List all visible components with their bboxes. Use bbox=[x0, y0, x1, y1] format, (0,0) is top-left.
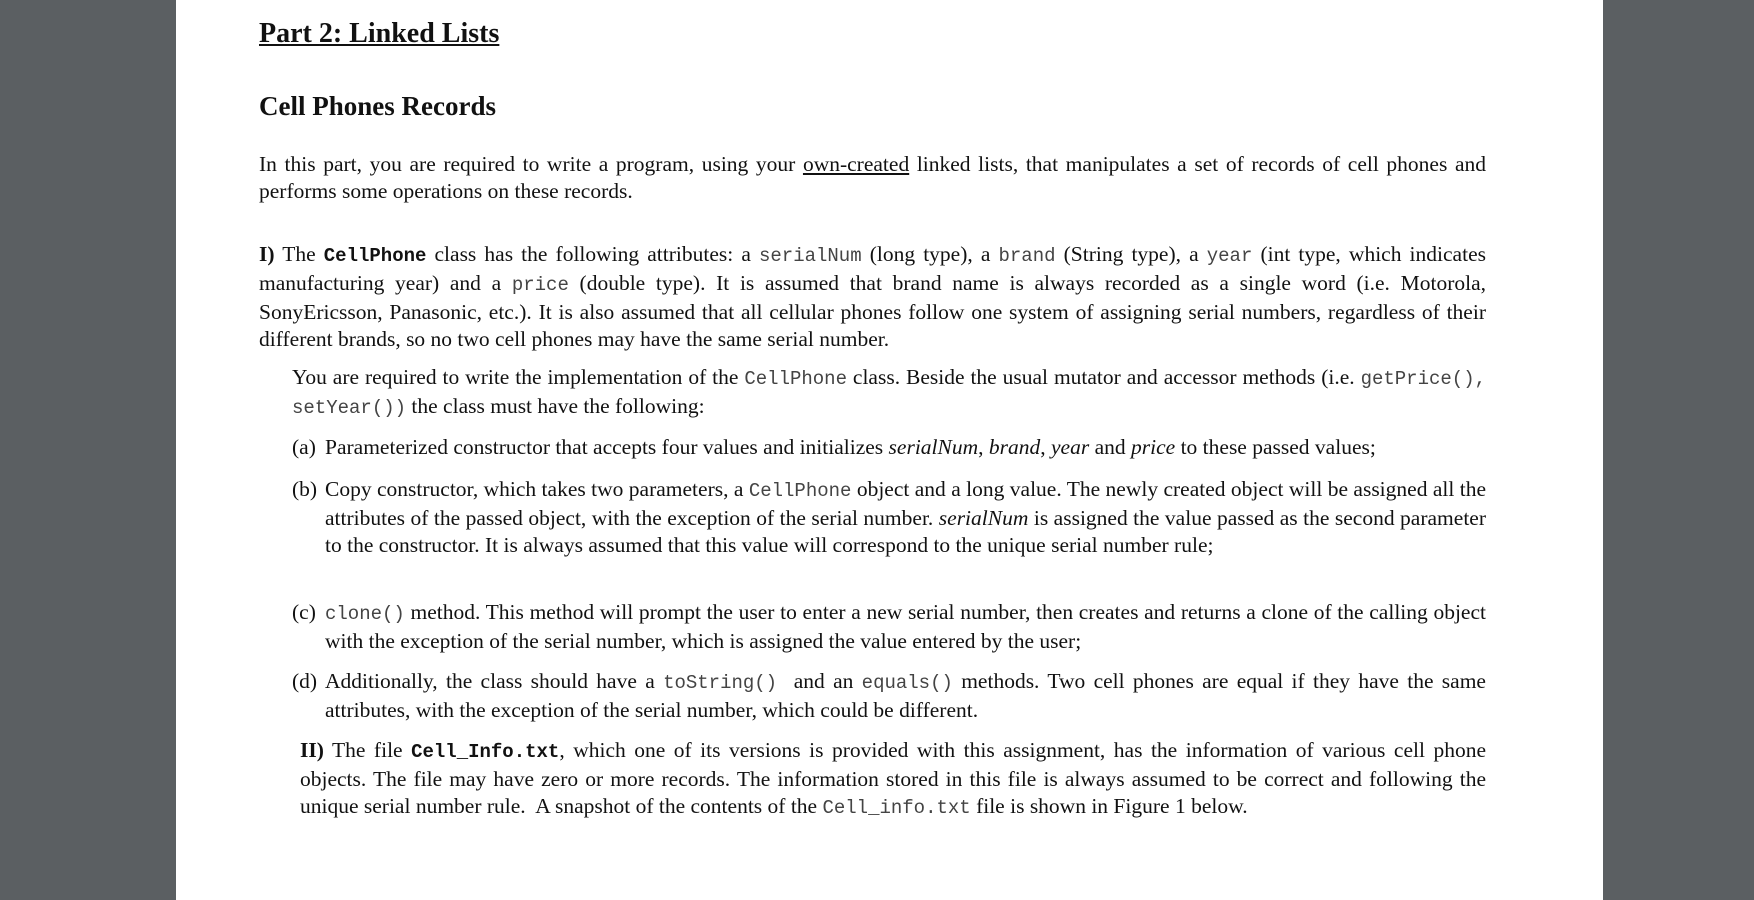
class-name-code: CellPhone bbox=[748, 480, 852, 502]
filename-code: Cell_Info.txt bbox=[411, 741, 560, 763]
list-marker: (a) bbox=[292, 435, 316, 459]
price-code: price bbox=[511, 274, 569, 296]
part1-paragraph bbox=[259, 241, 1486, 353]
list-item-c bbox=[292, 599, 1486, 655]
text: class. Beside the usual mutator and accessor methods (i.e. bbox=[846, 365, 1361, 389]
text: , bbox=[1040, 435, 1052, 459]
text: to these passed values; bbox=[1175, 435, 1376, 459]
section-title: Cell Phones Records bbox=[259, 91, 496, 121]
list-item-a bbox=[292, 434, 1486, 461]
text: The file bbox=[323, 738, 412, 762]
italic-term: serialNum bbox=[888, 435, 979, 459]
clone-code: clone() bbox=[325, 603, 405, 625]
list-item-d bbox=[292, 668, 1486, 724]
text: the class must have the following: bbox=[406, 394, 705, 418]
class-name-code: CellPhone bbox=[323, 245, 427, 267]
class-name-code: CellPhone bbox=[744, 368, 847, 390]
list-marker: (b) bbox=[292, 477, 318, 501]
intro-paragraph bbox=[259, 151, 1486, 205]
intro-text: In this part, you are required to write a program, using your bbox=[259, 152, 803, 176]
part1-label: I) bbox=[259, 242, 275, 266]
text: methods. Two cell phones are equal if they have the same attributes, with the exception of the serial number, which could be different. bbox=[325, 669, 1486, 722]
text: , which one of its versions is provided with this assignment, has the information of various cell phone objects. The file may have zero or more records. The information stored in this file is always assumed to be correct and following the unique serial number rule. A snapshot of the contents of the bbox=[300, 738, 1492, 818]
text: (int type, which indicates manufacturing year) and a bbox=[259, 242, 1486, 295]
text: file is shown in Figure 1 below. bbox=[970, 794, 1248, 818]
italic-term: brand bbox=[988, 435, 1041, 459]
text: Additionally, the class should have a bbox=[325, 669, 664, 693]
filename-code: Cell_info.txt bbox=[822, 797, 971, 819]
part2-label: II) bbox=[300, 738, 324, 762]
text: class has the following attributes: a bbox=[426, 242, 759, 266]
text: is assigned the value passed as the second parameter to the constructor. It is always assumed that this value will correspond to the unique serial number rule; bbox=[325, 506, 1486, 557]
text: The bbox=[274, 242, 324, 266]
intro-underlined: own-created bbox=[802, 152, 910, 176]
text: Parameterized constructor that accepts four values and initializes bbox=[325, 435, 889, 459]
text: method. This method will prompt the user to enter a new serial number, then creates and returns a clone of the calling object with the exception of the serial number, which is assigned the value entered by the user; bbox=[325, 600, 1486, 653]
list-marker: (d) bbox=[292, 669, 318, 693]
brand-code: brand bbox=[998, 245, 1056, 267]
equals-code: equals() bbox=[861, 672, 953, 694]
text: and bbox=[1089, 435, 1132, 459]
text: , bbox=[978, 435, 989, 459]
implementation-paragraph bbox=[292, 364, 1486, 422]
text: You are required to write the implementation of the bbox=[292, 365, 745, 389]
list-marker: (c) bbox=[292, 600, 316, 624]
year-code: year bbox=[1206, 245, 1253, 267]
methods-code: getPrice(), setYear()) bbox=[292, 368, 1486, 419]
list-item-b bbox=[292, 476, 1486, 559]
tostring-code: toString() bbox=[663, 672, 778, 694]
text: (String type), a bbox=[1055, 242, 1207, 266]
text: and an bbox=[777, 669, 862, 693]
part-heading: Part 2: Linked Lists bbox=[259, 18, 500, 49]
document-page bbox=[176, 0, 1603, 900]
text: Copy constructor, which takes two parameters, a bbox=[325, 477, 749, 501]
text: (long type), a bbox=[861, 242, 999, 266]
intro-text-end: linked lists, that manipulates a set of records of cell phones and performs some operations on these records. bbox=[259, 152, 1486, 203]
part2-paragraph bbox=[300, 737, 1492, 822]
text: (double type). It is assumed that brand name is always recorded as a single word (i.e. Motorola, SonyEricsson, Panasonic, etc.). It is also assumed that all cellular phones follow one system of assigning serial numbers, regardless of their different brands, so no two cell phones may have the same serial number. bbox=[259, 271, 1487, 351]
italic-term: year bbox=[1051, 435, 1090, 459]
italic-term: serialNum bbox=[938, 506, 1029, 530]
serialnum-code: serialNum bbox=[758, 245, 862, 267]
text: object and a long value. The newly created object will be assigned all the attributes of the passed object, with the exception of the serial number. bbox=[325, 477, 1486, 530]
italic-term: price bbox=[1131, 435, 1176, 459]
